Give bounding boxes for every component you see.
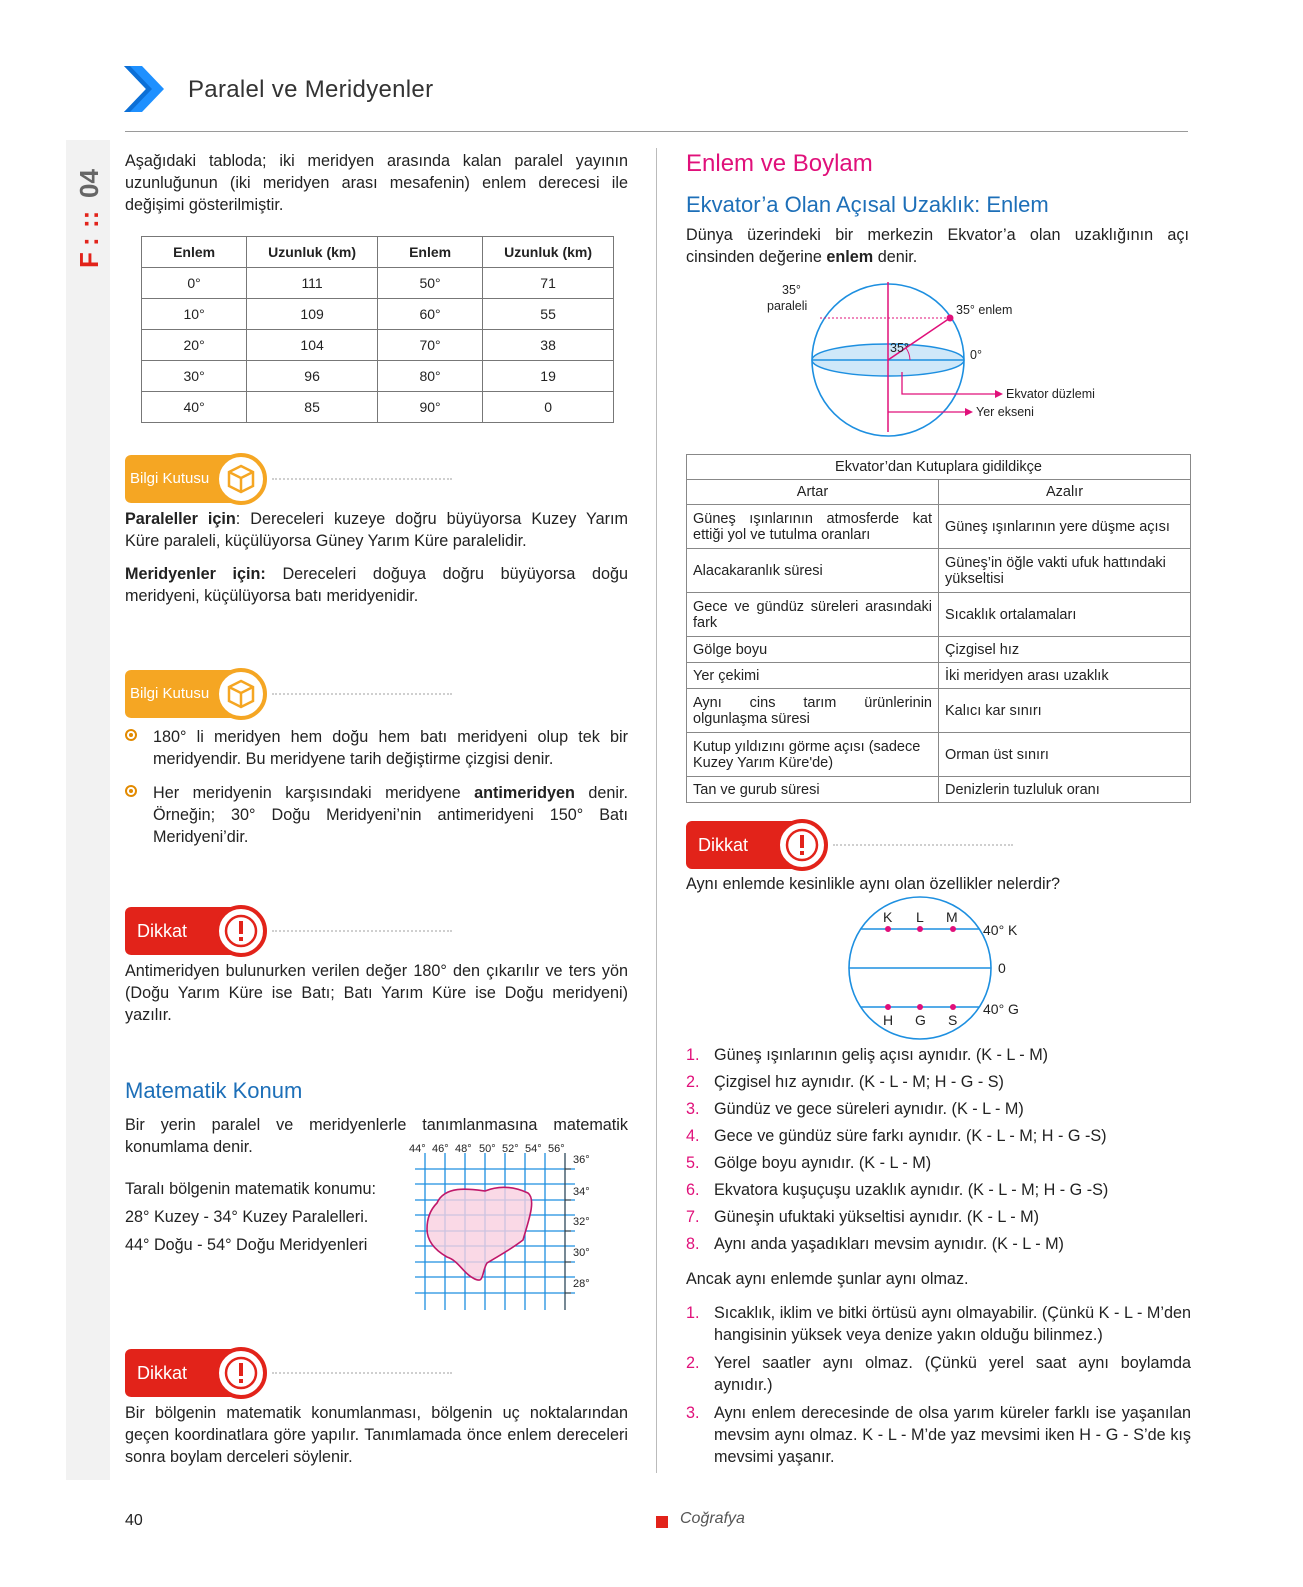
table-cell: 55 <box>483 299 614 330</box>
table-cell: 19 <box>483 361 614 392</box>
bullet-text <box>153 782 628 848</box>
side-strip <box>66 140 110 1480</box>
table-header: Uzunluk (km) <box>247 237 378 268</box>
page-title: Paralel ve Meridyenler <box>188 76 434 103</box>
page-number: 40 <box>125 1512 143 1529</box>
section-heading: Enlem ve Boylam <box>686 150 873 177</box>
grid-top-label: 50° <box>479 1143 496 1155</box>
table-cell: 70° <box>377 330 482 361</box>
intro-text: Aşağıdaki tabloda; iki meridyen arasında kalan paralel yayının uzunluğunun (iki meridyen arası mesafenin) enlem derecesi ile değişimi gösterilmiştir. <box>125 152 628 214</box>
grid-right-label: 34° <box>573 1186 590 1198</box>
grid-right-label: 32° <box>573 1216 590 1228</box>
dikkat-label: Dikkat <box>125 1349 247 1397</box>
footer-subject: Coğrafya <box>680 1510 745 1527</box>
globe-label: Ekvator düzlemi <box>1006 387 1095 401</box>
dikkat-question: Aynı enlemde kesinlikle aynı olan özellikler nelerdir? <box>686 875 1061 893</box>
bilgi-kutusu-badge <box>125 455 455 505</box>
globe-label: 35° <box>782 283 801 297</box>
meridyenler-bold: Meridyenler için: <box>125 565 266 583</box>
table-cell: 10° <box>142 299 247 330</box>
dikkat-label: Dikkat <box>686 821 808 869</box>
table-header: Azalır <box>939 480 1191 505</box>
paraleller-rest: : Dereceleri kuzeye doğru büyüyorsa Kuzey Yarım Küre paraleli, küçülüyorsa Güney Yarım Küre paralelidir. <box>125 510 628 550</box>
point-label: L <box>916 909 924 925</box>
paraleller-text <box>125 508 628 552</box>
list-item <box>686 1125 1189 1147</box>
section-subheading: Ekvator’a Olan Açısal Uzaklık: Enlem <box>686 192 1049 217</box>
dotted-rule <box>272 693 452 695</box>
table-cell: Denizlerin tuzluluk oranı <box>939 777 1191 803</box>
table-row <box>687 637 1191 663</box>
table-cell: Gölge boyu <box>687 637 939 663</box>
svg-text:::: :: <box>74 210 104 228</box>
same-features-list <box>686 1044 1189 1255</box>
table-cell: 20° <box>142 330 247 361</box>
svg-text:F: F <box>74 252 104 268</box>
table-cell: 0° <box>142 268 247 299</box>
list-text: Aynı anda yaşadıkları mevsim aynıdır. (K - L - M) <box>714 1235 1064 1253</box>
list-text: Aynı enlem derecesinde de olsa yarım küreler farklı ise yaşanılan mevsim aynı olmaz. K - L - M’de yaz mevsimi iken H - G - S’de kış mevsimi yaşanır. <box>714 1404 1191 1466</box>
footer-square-icon <box>656 1516 668 1528</box>
list-item <box>686 1152 1189 1174</box>
globe-label: 35° <box>890 341 909 355</box>
list-item <box>686 1206 1189 1228</box>
target-bullet-icon <box>125 729 137 741</box>
table-cell: 90° <box>377 392 482 423</box>
dotted-rule <box>272 478 452 480</box>
list-number: 1. <box>686 1304 700 1322</box>
table-row <box>142 299 614 330</box>
bilgi-kutusu-label: Bilgi Kutusu <box>125 670 240 718</box>
grid-top-label: 48° <box>455 1143 472 1155</box>
list-item <box>686 1402 1191 1468</box>
list-item <box>686 1071 1189 1093</box>
table-row <box>687 663 1191 689</box>
table-cell: Orman üst sınırı <box>939 733 1191 777</box>
list-text: Güneş ışınlarının geliş açısı aynıdır. (K - L - M) <box>714 1046 1049 1064</box>
table-cell: 40° <box>142 392 247 423</box>
globe-label: Yer ekseni <box>976 405 1034 419</box>
matematik-text: Bir yerin paralel ve meridyenlerle tanımlanmasına matematik konumlama denir. <box>125 1116 628 1156</box>
paraleller-bold: Paraleller için <box>125 510 236 528</box>
table-cell: 80° <box>377 361 482 392</box>
list-item <box>686 1233 1189 1255</box>
list-number: 6. <box>686 1181 700 1199</box>
list-text: Çizgisel hız aynıdır. (K - L - M; H - G - S) <box>714 1073 1004 1091</box>
table-row <box>142 268 614 299</box>
position-line: 28° Kuzey - 34° Kuzey Paralelleri. <box>125 1208 369 1226</box>
box-icon <box>215 453 267 505</box>
coordinate-grid-map <box>409 1143 620 1315</box>
antimeridyen-post: denir. Örneğin; 30° Doğu Meridyeni’nin antimeridyeni 150° Batı Meridyeni’dir. <box>153 784 628 846</box>
list-text: Yerel saatler aynı olmaz. (Çünkü yerel saat aynı boylamda aynıdır.) <box>714 1354 1191 1394</box>
list-number: 1. <box>686 1046 700 1064</box>
table-cell: 50° <box>377 268 482 299</box>
list-text: Gündüz ve gece süreleri aynıdır. (K - L - M) <box>714 1100 1024 1118</box>
def-pre: Dünya üzerindeki bir merkezin Ekvator’a olan uzaklığının açı cinsinden değerine <box>686 226 1189 266</box>
table-cell: 111 <box>247 268 378 299</box>
list-text: Ekvatora kuşuçuşu uzaklık aynıdır. (K - L - M; H - G -S) <box>714 1181 1109 1199</box>
table-row <box>687 549 1191 593</box>
table-row <box>142 392 614 423</box>
list-number: 3. <box>686 1100 700 1118</box>
column-divider <box>656 148 657 1473</box>
table-cell: Sıcaklık ortalamaları <box>939 593 1191 637</box>
table-header: Uzunluk (km) <box>483 237 614 268</box>
grid-top-label: 52° <box>502 1143 519 1155</box>
table-cell: Güneş ışınlarının atmosferde kat ettiği yol ve tutulma oranları <box>687 505 939 549</box>
point-label: S <box>948 1012 958 1028</box>
bullet-item <box>125 726 628 770</box>
meridyenler-rest: Dereceleri doğuya doğru büyüyorsa doğu meridyeni, küçülüyorsa batı meridyenidir. <box>125 565 628 605</box>
table-cell: Gece ve gündüz süreleri arasındaki fark <box>687 593 939 637</box>
chevron-logo-icon <box>124 66 164 112</box>
table-cell: Çizgisel hız <box>939 637 1191 663</box>
point-label: K <box>883 909 893 925</box>
list-text: Gece ve gündüz süre farkı aynıdır. (K - L - M; H - G -S) <box>714 1127 1107 1145</box>
table-header-row <box>687 480 1191 505</box>
meridyenler-text <box>125 563 628 607</box>
ekvator-kutup-table <box>686 454 1191 803</box>
table-cell: Yer çekimi <box>687 663 939 689</box>
table-cell: 60° <box>377 299 482 330</box>
bullet-item <box>125 782 628 848</box>
exclamation-icon <box>776 819 828 871</box>
grid-top-label: 56° <box>548 1143 565 1155</box>
table-header: Artar <box>687 480 939 505</box>
list-item <box>686 1302 1191 1346</box>
latitude-length-table <box>141 236 614 423</box>
target-bullet-icon <box>125 785 137 797</box>
list-number: 2. <box>686 1073 700 1091</box>
list-text: Gölge boyu aynıdır. (K - L - M) <box>714 1154 932 1172</box>
list-number: 8. <box>686 1235 700 1253</box>
table-cell: Güneş’in öğle vakti ufuk hattındaki yükseltisi <box>939 549 1191 593</box>
section-heading: Matematik Konum <box>125 1078 303 1103</box>
bullet-text: 180° li meridyen hem doğu hem batı meridyeni olup tek bir meridyendir. Bu meridyene tarih değiştirme çizgisi denir. <box>153 728 628 768</box>
globe-latitude-diagram <box>767 282 1110 442</box>
list-item <box>686 1098 1189 1120</box>
grid-top-label: 54° <box>525 1143 542 1155</box>
grid-right-label: 30° <box>573 1247 590 1259</box>
antimeridyen-pre: Her meridyenin karşısındaki meridyene <box>153 784 475 802</box>
dotted-rule <box>272 930 452 932</box>
def-bold: enlem <box>826 248 874 266</box>
table-row <box>687 505 1191 549</box>
list-item <box>686 1352 1191 1396</box>
globe-label: 0° <box>970 348 982 362</box>
exclamation-icon <box>215 1347 267 1399</box>
dikkat-badge <box>125 1349 455 1399</box>
list-number: 2. <box>686 1354 700 1372</box>
grid-right-label: 28° <box>573 1278 590 1290</box>
antimeridyen-bold: antimeridyen <box>474 784 575 802</box>
table-cell: Güneş ışınlarının yere düşme açısı <box>939 505 1191 549</box>
table-header: Enlem <box>142 237 247 268</box>
bilgi-kutusu-label: Bilgi Kutusu <box>125 455 240 503</box>
table-cell: 71 <box>483 268 614 299</box>
globe-label: 35° enlem <box>956 303 1013 317</box>
table-header-row <box>142 237 614 268</box>
dotted-rule <box>272 1372 452 1374</box>
list-number: 7. <box>686 1208 700 1226</box>
exclamation-icon <box>215 905 267 957</box>
table-cell: 0 <box>483 392 614 423</box>
point-label: G <box>915 1012 926 1028</box>
table-row <box>142 361 614 392</box>
bilgi-kutusu-badge <box>125 670 455 720</box>
list-number: 5. <box>686 1154 700 1172</box>
table-row <box>687 689 1191 733</box>
table-cell: 38 <box>483 330 614 361</box>
position-line: Taralı bölgenin matematik konumu: <box>125 1180 377 1198</box>
table-cell: 85 <box>247 392 378 423</box>
table-header: Enlem <box>377 237 482 268</box>
latitude-circle-diagram <box>845 903 1045 1033</box>
not-same-list <box>686 1302 1191 1468</box>
dotted-rule <box>833 844 1013 846</box>
table-row <box>687 777 1191 803</box>
table-cell: İki meridyen arası uzaklık <box>939 663 1191 689</box>
def-post: denir. <box>873 248 918 266</box>
table-cell: 96 <box>247 361 378 392</box>
dikkat-badge <box>686 821 1016 871</box>
table-row <box>687 733 1191 777</box>
dikkat-label: Dikkat <box>125 907 247 955</box>
table-row <box>687 593 1191 637</box>
enlem-definition <box>686 224 1189 268</box>
table-cell: 104 <box>247 330 378 361</box>
table-cell: 30° <box>142 361 247 392</box>
svg-text::: : <box>74 237 104 246</box>
list-text: Güneşin ufuktaki yükseltisi aynıdır. (K - L - M) <box>714 1208 1040 1226</box>
table-row <box>142 330 614 361</box>
grid-right-label: 36° <box>573 1154 590 1166</box>
list-text: Sıcaklık, iklim ve bitki örtüsü aynı olmayabilir. (Çünkü K - L - M’den hangisinin yüksek veya denize yakın olduğu bilinmez.) <box>714 1304 1191 1344</box>
box-icon <box>215 668 267 720</box>
table-cell: Kutup yıldızını görme açısı (sadece Kuzey Yarım Küre'de) <box>687 733 939 777</box>
grid-top-label: 44° <box>409 1143 426 1155</box>
list-number: 3. <box>686 1404 700 1422</box>
list-item <box>686 1044 1189 1066</box>
table-cell: Aynı cins tarım ürünlerinin olgunlaşma süresi <box>687 689 939 733</box>
table-title: Ekvator’dan Kutuplara gidildikçe <box>687 455 1191 480</box>
table-cell: Kalıcı kar sınırı <box>939 689 1191 733</box>
latitude-label: 0 <box>998 960 1006 976</box>
point-label: H <box>883 1012 894 1028</box>
latitude-label: 40° K <box>983 922 1018 938</box>
fasikul-label-icon <box>70 150 110 270</box>
dikkat-text: Antimeridyen bulunurken verilen değer 180° den çıkarılır ve ters yön (Doğu Yarım Küre ise Batı; Batı Yarım Küre ise Doğu meridyeni) yazılır. <box>125 962 628 1024</box>
list-number: 4. <box>686 1127 700 1145</box>
list-item <box>686 1179 1189 1201</box>
header-rule <box>125 131 1188 132</box>
table-cell: 109 <box>247 299 378 330</box>
svg-text:04: 04 <box>74 169 104 198</box>
grid-top-label: 46° <box>432 1143 449 1155</box>
point-label: M <box>946 909 958 925</box>
dikkat-text: Bir bölgenin matematik konumlanması, bölgenin uç noktalarından geçen koordinatlara göre yapılır. Tanımlamada önce enlem dereceleri sonra boylam derceleri söylenir. <box>125 1404 628 1466</box>
globe-label: paraleli <box>767 299 808 313</box>
table-cell: Alacakaranlık süresi <box>687 549 939 593</box>
dikkat-badge <box>125 907 455 957</box>
table-cell: Tan ve gurub süresi <box>687 777 939 803</box>
table-title-row <box>687 455 1191 480</box>
position-line: 44° Doğu - 54° Doğu Meridyenleri <box>125 1236 368 1254</box>
not-same-heading: Ancak aynı enlemde şunlar aynı olmaz. <box>686 1270 969 1288</box>
latitude-label: 40° G <box>983 1001 1019 1017</box>
